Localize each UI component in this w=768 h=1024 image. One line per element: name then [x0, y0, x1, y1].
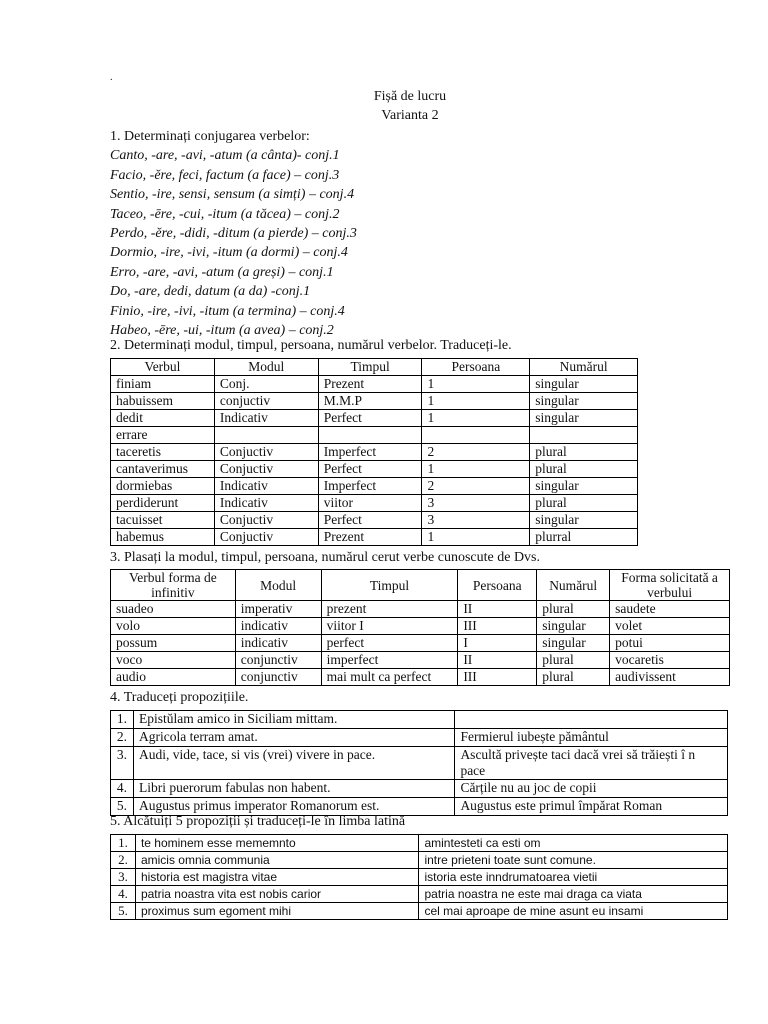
verb-line: Facio, -ĕre, feci, factum (a face) – conj.3 — [110, 167, 340, 183]
cell-infinitive: audio — [111, 669, 236, 686]
cell-tense: M.M.P — [318, 393, 422, 410]
page-subtitle: Varianta 2 — [381, 108, 439, 123]
cell-verb: habemus — [111, 529, 215, 546]
verb-forms-table — [110, 569, 730, 686]
page-title: Fișă de lucru — [373, 89, 447, 104]
column-header: Numărul — [537, 570, 610, 601]
cell-form: volet — [610, 618, 730, 635]
verb-line: Dormio, -ire, -ivi, -itum (a dormi) – conj.4 — [110, 245, 348, 261]
cell-person: 1 — [422, 376, 530, 393]
cell-latin: Audi, vide, tace, si vis (vrei) vivere in pace. — [133, 747, 454, 780]
column-header: Persoana — [422, 359, 530, 376]
cell-form: potui — [610, 635, 730, 652]
cell-number: singular — [530, 393, 638, 410]
cell-verb: taceretis — [111, 444, 215, 461]
row-number: 4. — [111, 780, 134, 798]
cell-number: singular — [537, 618, 610, 635]
cell-tense: Imperfect — [318, 478, 422, 495]
table-row — [111, 729, 728, 747]
cell-person: 2 — [422, 478, 530, 495]
table-row — [111, 495, 638, 512]
stray-dot: . — [110, 72, 113, 83]
cell-tense: mai mult ca perfect — [321, 669, 458, 686]
cell-translation: intre prieteni toate sunt comune. — [419, 852, 728, 869]
row-number: 2. — [111, 852, 136, 869]
cell-form: saudete — [610, 601, 730, 618]
cell-mood: Conj. — [214, 376, 318, 393]
cell-verb: tacuisset — [111, 512, 215, 529]
cell-latin: proximus sum egoment mihi — [135, 903, 419, 920]
cell-infinitive: suadeo — [111, 601, 236, 618]
cell-tense: prezent — [321, 601, 458, 618]
cell-number: plural — [537, 669, 610, 686]
cell-mood: Conjuctiv — [214, 512, 318, 529]
verb-line: Perdo, -ĕre, -didi, -ditum (a pierde) – conj.3 — [110, 226, 357, 242]
cell-verb: errare — [111, 427, 215, 444]
cell-tense: Perfect — [318, 512, 422, 529]
verb-line: Do, -are, dedi, datum (a da) -conj.1 — [110, 284, 311, 300]
cell-number: plural — [530, 495, 638, 512]
table-row — [111, 798, 728, 816]
column-header: Timpul — [318, 359, 422, 376]
cell-translation: amintesteti ca esti om — [419, 835, 728, 852]
cell-number: singular — [530, 512, 638, 529]
cell-mood: imperativ — [235, 601, 321, 618]
cell-translation — [455, 711, 728, 729]
cell-tense: viitor I — [321, 618, 458, 635]
cell-latin: patria noastra vita est nobis carior — [135, 886, 419, 903]
cell-person: 2 — [422, 444, 530, 461]
row-number: 3. — [111, 869, 136, 886]
cell-latin: Agricola terram amat. — [133, 729, 454, 747]
column-header: Modul — [235, 570, 321, 601]
verb-line: Canto, -are, -avi, -atum (a cânta)- conj.1 — [110, 148, 340, 164]
cell-tense: Prezent — [318, 529, 422, 546]
cell-verb: habuissem — [111, 393, 215, 410]
cell-mood: Indicativ — [214, 495, 318, 512]
cell-person: II — [458, 652, 537, 669]
table-row — [111, 903, 728, 920]
table-row — [111, 780, 728, 798]
cell-verb: cantaverimus — [111, 461, 215, 478]
row-number: 1. — [111, 711, 134, 729]
table-row — [111, 461, 638, 478]
cell-tense: Prezent — [318, 376, 422, 393]
table-header-row — [111, 570, 730, 601]
cell-infinitive: volo — [111, 618, 236, 635]
cell-infinitive: possum — [111, 635, 236, 652]
composition-table — [110, 834, 728, 920]
table-row — [111, 427, 638, 444]
table-row — [111, 852, 728, 869]
column-header: Timpul — [321, 570, 458, 601]
cell-number — [530, 427, 638, 444]
cell-verb: finiam — [111, 376, 215, 393]
cell-number: singular — [530, 478, 638, 495]
cell-translation: Fermierul iubește pământul — [455, 729, 728, 747]
cell-mood: indicativ — [235, 618, 321, 635]
cell-translation: istoria este inndrumatoarea vietii — [419, 869, 728, 886]
cell-verb: perdiderunt — [111, 495, 215, 512]
cell-tense: imperfect — [321, 652, 458, 669]
cell-tense: perfect — [321, 635, 458, 652]
column-header: Modul — [214, 359, 318, 376]
cell-mood: conjunctiv — [235, 652, 321, 669]
cell-latin: historia est magistra vitae — [135, 869, 419, 886]
cell-person: 1 — [422, 529, 530, 546]
table-row — [111, 669, 730, 686]
cell-tense: Perfect — [318, 461, 422, 478]
column-header: Numărul — [530, 359, 638, 376]
cell-verb: dedit — [111, 410, 215, 427]
cell-person: III — [458, 618, 537, 635]
cell-number: plural — [530, 444, 638, 461]
table-row — [111, 747, 728, 780]
verb-line: Sentio, -ire, sensi, sensum (a simți) – conj.4 — [110, 187, 355, 203]
cell-infinitive: voco — [111, 652, 236, 669]
table-row — [111, 886, 728, 903]
cell-translation: Cărțile nu au joc de copii — [455, 780, 728, 798]
cell-verb: dormiebas — [111, 478, 215, 495]
cell-mood: Conjuctiv — [214, 444, 318, 461]
cell-mood: Conjuctiv — [214, 529, 318, 546]
verb-line: Habeo, -ēre, -ui, -itum (a avea) – conj.2 — [110, 323, 334, 339]
section-2-heading: 2. Determinați modul, timpul, persoana, numărul verbelor. Traduceți-le. — [110, 338, 512, 353]
cell-mood: Indicativ — [214, 478, 318, 495]
cell-number: plural — [537, 652, 610, 669]
cell-person — [422, 427, 530, 444]
verb-line: Finio, -ire, -ivi, -itum (a termina) – conj.4 — [110, 303, 345, 319]
cell-tense: Imperfect — [318, 444, 422, 461]
cell-latin: Augustus primus imperator Romanorum est. — [133, 798, 454, 816]
cell-number: singular — [530, 410, 638, 427]
cell-mood: Conjuctiv — [214, 461, 318, 478]
cell-number: singular — [537, 635, 610, 652]
table-row — [111, 376, 638, 393]
row-number: 4. — [111, 886, 136, 903]
cell-form: audivissent — [610, 669, 730, 686]
cell-number: plurral — [530, 529, 638, 546]
cell-person: 3 — [422, 495, 530, 512]
table-row — [111, 478, 638, 495]
table-row — [111, 512, 638, 529]
table-row — [111, 529, 638, 546]
table-row — [111, 835, 728, 852]
cell-mood: conjuctiv — [214, 393, 318, 410]
section-1 — [110, 127, 357, 340]
column-header: Persoana — [458, 570, 537, 601]
cell-number: plural — [530, 461, 638, 478]
cell-person: II — [458, 601, 537, 618]
cell-person: I — [458, 635, 537, 652]
cell-number: singular — [530, 376, 638, 393]
verb-analysis-table — [110, 358, 638, 546]
cell-translation: cel mai aproape de mine asunt eu insami — [419, 903, 728, 920]
section-4-heading: 4. Traduceți propozițiile. — [110, 690, 249, 705]
table-row — [111, 711, 728, 729]
cell-person: 1 — [422, 461, 530, 478]
cell-tense — [318, 427, 422, 444]
table-row — [111, 601, 730, 618]
cell-latin: Epistŭlam amico in Siciliam mittam. — [133, 711, 454, 729]
cell-number: plural — [537, 601, 610, 618]
table-header-row — [111, 359, 638, 376]
cell-tense: viitor — [318, 495, 422, 512]
cell-latin: amicis omnia communia — [135, 852, 419, 869]
verb-line: Erro, -are, -avi, -atum (a greși) – conj.1 — [110, 264, 334, 280]
cell-form: vocaretis — [610, 652, 730, 669]
column-header: Forma solicitată a verbului — [610, 570, 730, 601]
cell-translation: Ascultă privește taci dacă vrei să trăiești î n pace — [455, 747, 728, 780]
cell-latin: te hominem esse mememnto — [135, 835, 419, 852]
cell-person: III — [458, 669, 537, 686]
row-number: 1. — [111, 835, 136, 852]
row-number: 5. — [111, 798, 134, 816]
row-number: 5. — [111, 903, 136, 920]
cell-latin: Libri puerorum fabulas non habent. — [133, 780, 454, 798]
section-1-heading: 1. Determinați conjugarea verbelor: — [110, 129, 310, 144]
table-row — [111, 410, 638, 427]
row-number: 2. — [111, 729, 134, 747]
cell-mood: conjunctiv — [235, 669, 321, 686]
translation-table — [110, 710, 728, 816]
cell-tense: Perfect — [318, 410, 422, 427]
table-row — [111, 869, 728, 886]
table-row — [111, 652, 730, 669]
cell-translation: patria noastra ne este mai draga ca viata — [419, 886, 728, 903]
cell-mood — [214, 427, 318, 444]
column-header: Verbul — [111, 359, 215, 376]
cell-translation: Augustus este primul împărat Roman — [455, 798, 728, 816]
table-row — [111, 393, 638, 410]
table-row — [111, 444, 638, 461]
verb-line: Taceo, -ēre, -cui, -itum (a tăcea) – conj.2 — [110, 206, 340, 222]
cell-mood: Indicativ — [214, 410, 318, 427]
cell-person: 1 — [422, 393, 530, 410]
section-3-heading: 3. Plasați la modul, timpul, persoana, numărul cerut verbe cunoscute de Dvs. — [110, 550, 541, 565]
column-header: Verbul forma de infinitiv — [111, 570, 236, 601]
cell-mood: indicativ — [235, 635, 321, 652]
cell-person: 1 — [422, 410, 530, 427]
table-row — [111, 635, 730, 652]
table-row — [111, 618, 730, 635]
section-5-heading: 5. Alcătuiți 5 propoziții și traduceți-le în limba latină — [110, 814, 406, 829]
cell-person: 3 — [422, 512, 530, 529]
row-number: 3. — [111, 747, 134, 780]
